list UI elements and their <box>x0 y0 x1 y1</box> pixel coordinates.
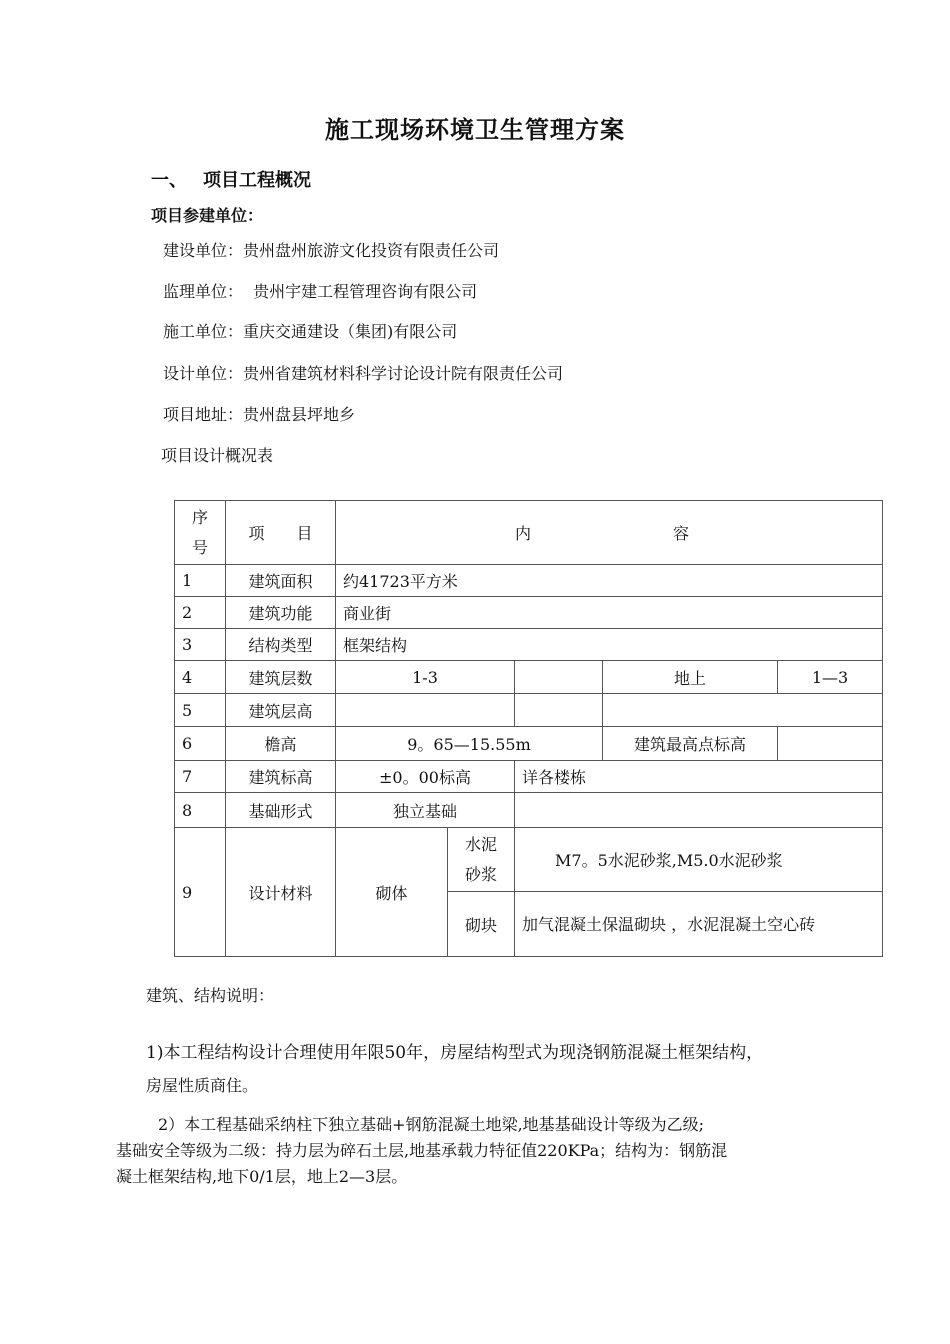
header-item: 项 目 <box>226 501 336 565</box>
table-row: 3 结构类型 框架结构 <box>175 629 883 661</box>
participant-contractor: 施工单位：重庆交通建设（集团)有限公司 <box>163 322 458 341</box>
table-row: 9 设计材料 砌体 水泥砂浆 M7。5水泥砂浆,M5.0水泥砂浆 <box>175 828 883 892</box>
table-caption: 项目设计概况表 <box>161 446 274 465</box>
table-row: 砌块 加气混凝土保温砌块 ，水泥混凝土空心砖 <box>175 892 883 957</box>
table-row: 6 檐高 9。65—15.55m 建筑最高点标高 <box>175 727 883 761</box>
table-row: 4 建筑层数 1-3 地上 1—3 <box>175 661 883 694</box>
section-number: 一、 <box>151 170 187 191</box>
header-content: 内 容 <box>336 501 883 565</box>
participants-heading: 项目参建单位： <box>151 206 264 225</box>
section-heading <box>151 166 311 192</box>
paragraph-2-line-2: 基础安全等级为二级：持力层为碎石土层,地基承载力特征值220KPa；结构为：钢筋混 <box>116 1141 728 1160</box>
table-row: 5 建筑层高 <box>175 694 883 727</box>
participant-owner: 建设单位：贵州盘州旅游文化投资有限责任公司 <box>163 241 500 260</box>
paragraph-2-line-1: 2）本工程基础采纳柱下独立基础+钢筋混凝土地梁,地基基础设计等级为乙级; <box>158 1115 705 1134</box>
table-row: 7 建筑标高 ±0。00标高 详各楼栋 <box>175 761 883 793</box>
document-title: 施工现场环境卫生管理方案 <box>325 115 625 144</box>
design-overview-table <box>174 500 883 957</box>
header-seq: 序号 <box>175 501 226 565</box>
table-header-row <box>175 501 883 565</box>
table-row: 8 基础形式 独立基础 <box>175 793 883 828</box>
paragraph-2-line-3: 凝土框架结构,地下0/1层，地上2—3层。 <box>116 1167 408 1186</box>
section-title: 项目工程概况 <box>203 170 311 191</box>
table-row: 2 建筑功能 商业街 <box>175 597 883 629</box>
paragraph-1-line-2: 房屋性质商住。 <box>146 1076 259 1095</box>
structure-heading: 建筑、结构说明： <box>146 986 275 1005</box>
project-address: 项目地址：贵州盘县坪地乡 <box>163 405 356 424</box>
paragraph-1-line-1: 1)本工程结构设计合理使用年限50年，房屋结构型式为现浇钢筋混凝土框架结构， <box>146 1043 764 1063</box>
participant-designer: 设计单位：贵州省建筑材料科学讨论设计院有限责任公司 <box>163 364 564 383</box>
participant-supervisor: 监理单位： 贵州宇建工程管理咨询有限公司 <box>163 282 478 301</box>
table-row: 1 建筑面积 约41723平方米 <box>175 565 883 597</box>
